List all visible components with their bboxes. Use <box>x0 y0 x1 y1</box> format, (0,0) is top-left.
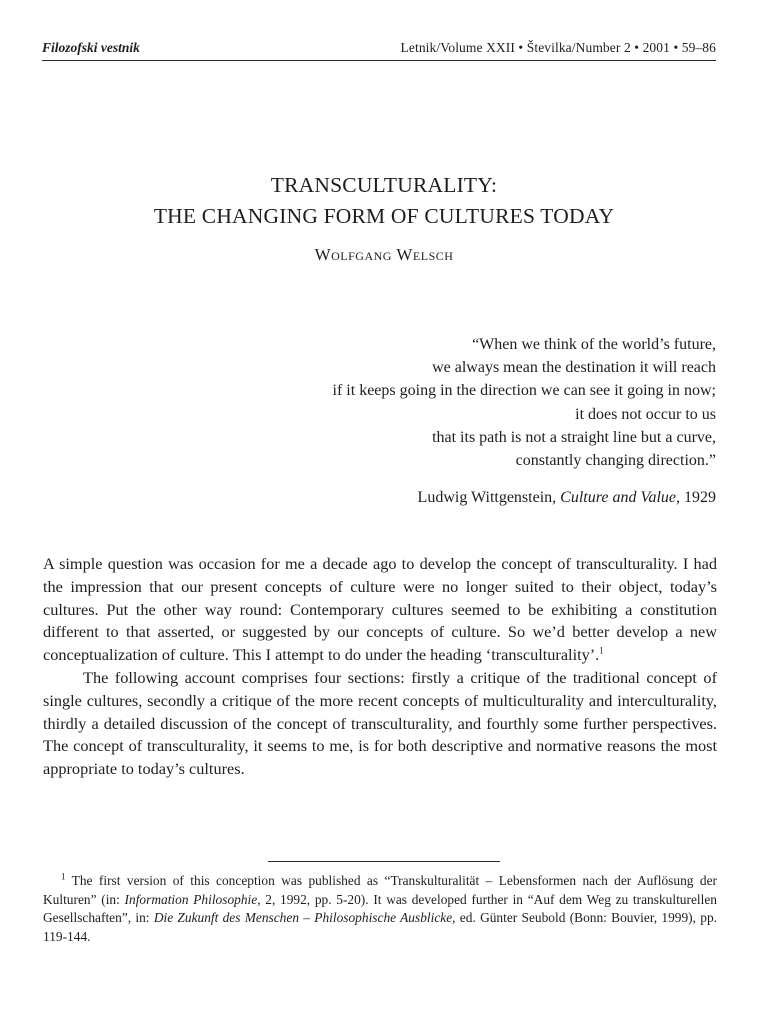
article-title <box>0 170 768 232</box>
title-line-2: THE CHANGING FORM OF CULTURES TODAY <box>153 204 615 228</box>
footnote-divider <box>268 861 500 862</box>
epigraph-line: constantly changing direction.” <box>515 452 716 470</box>
epigraph-line: that its path is not a straight line but a curve, <box>432 428 716 446</box>
footnote-marker[interactable]: 1 <box>599 645 604 656</box>
epigraph-line: we always mean the destination it will reach <box>432 359 716 377</box>
footnote-text: ed. Günter Seubold (Bonn: Bouvier, 1999), pp. 119-144. <box>43 910 717 944</box>
footnote-book-title: Die Zukunft des Menschen – Philosophische Ausblicke, <box>153 910 456 926</box>
attribution-work: Culture and Value, <box>560 489 680 506</box>
running-header <box>42 40 716 61</box>
title-line-1: TRANSCULTURALITY: <box>270 173 498 197</box>
epigraph-line: if it keeps going in the direction we can see it going in now; <box>332 382 716 400</box>
epigraph-attribution <box>116 489 716 507</box>
paragraph-text: A simple question was occasion for me a decade ago to develop the concept of transculturality. I had the impression that our present concepts of culture were no longer suited to their object, today’s cultures. Put the other way round: Contemporary cultures seemed to be exhibiting a constitution different to that asserted, or suggested by our concepts of culture. So we’d better develop a new conceptualization of culture. This I attempt to do under the heading ‘transculturality’. <box>43 554 717 665</box>
journal-name: Filozofski vestnik <box>42 40 140 55</box>
footnote-journal-title: Information Philosophie, <box>124 891 261 907</box>
attribution-year: 1929 <box>680 489 716 506</box>
footnote-text: The first version of this conception was published as “Transkulturalität – Lebensformen nach der Auflösung der Kulturen” (in: <box>43 873 717 907</box>
body-paragraph-2: The following account comprises four sections: firstly a critique of the traditional concept of single cultures, secondly a critique of the more recent concepts of multiculturality and interculturality, thirdly a detailed discussion of the concept of transculturality, and fourthly some further perspectives. The concept of transculturality, it seems to me, is for both descriptive and normative reasons the most appropriate to today’s cultures. <box>43 667 717 779</box>
body-text <box>43 553 717 781</box>
author-name: Wolfgang Welsch <box>314 245 454 264</box>
epigraph-line: “When we think of the world’s future, <box>472 336 716 353</box>
epigraph-line: it does not occur to us <box>575 405 716 423</box>
footnote-1 <box>43 872 717 946</box>
epigraph-quote <box>116 333 716 472</box>
body-paragraph-1 <box>43 553 717 667</box>
attribution-author: Ludwig Wittgenstein, <box>417 489 561 506</box>
footnote-number: 1 <box>61 871 66 882</box>
volume-info: Letnik/Volume XXII • Številka/Number 2 • 2001 • 59–86 <box>400 40 716 55</box>
footnote-text: 2, 1992, pp. 5-20). It was developed further in “Auf dem Weg zu transkulturellen Gesellschaften”, in: <box>43 891 717 926</box>
